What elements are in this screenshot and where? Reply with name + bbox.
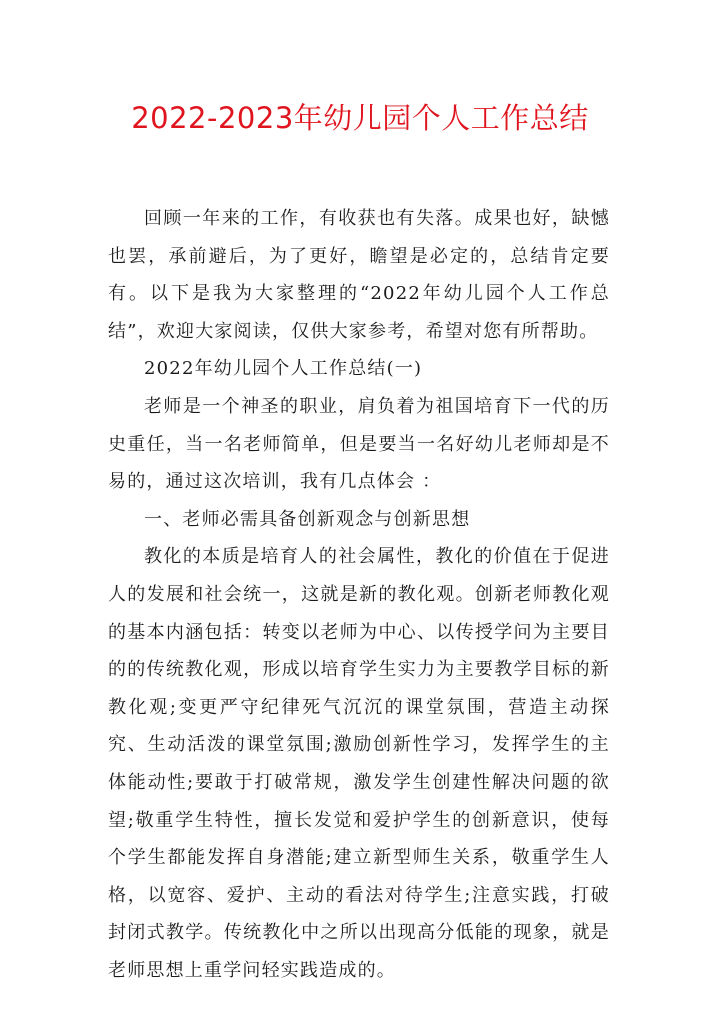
- body-paragraph: 教化的本质是培育人的社会属性，教化的价值在于促进人的发展和社会统一，这就是新的教化观。创新老师教化观的基本内涵包括：转变以老师为中心、以传授学问为主要目的的传统教化观，形成以培育学生实力为主要教学目标的新教化观;变更严守纪律死气沉沉的课堂氛围，营造主动探究、生动活泼的课堂氛围;激励创新性学习，发挥学生的主体能动性;要敢于打破常规，激发学生创建性解决问题的欲望;敬重学生特性，擅长发觉和爱护学生的创新意识，使每个学生都能发挥自身潜能;建立新型师生关系，敬重学生人格，以宽容、爱护、主动的看法对待学生;注意实践，打破封闭式教学。传统教化中之所以出现高分低能的现象，就是老师思想上重学问轻实践造成的。: [108, 546, 610, 981]
- document-body: [108, 200, 610, 989]
- intro-paragraph: 回顾一年来的工作，有收获也有失落。成果也好，缺憾也罢，承前避后，为了更好，瞻望是必定的，总结肯定要有。以下是我为大家整理的“2022年幼儿园个人工作总结”，欢迎大家阅读，仅供大家参考，希望对您有所帮助。: [108, 208, 610, 342]
- body-paragraph: 老师是一个神圣的职业，肩负着为祖国培育下一代的历史重任，当一名老师简单，但是要当一名好幼儿老师却是不易的，通过这次培训，我有几点体会 ：: [108, 395, 610, 493]
- section-heading: 2022年幼儿园个人工作总结(一): [144, 358, 423, 380]
- subsection-heading: 一、老师必需具备创新观念与创新思想: [144, 508, 471, 530]
- document-title: 2022-2023年幼儿园个人工作总结: [131, 101, 589, 135]
